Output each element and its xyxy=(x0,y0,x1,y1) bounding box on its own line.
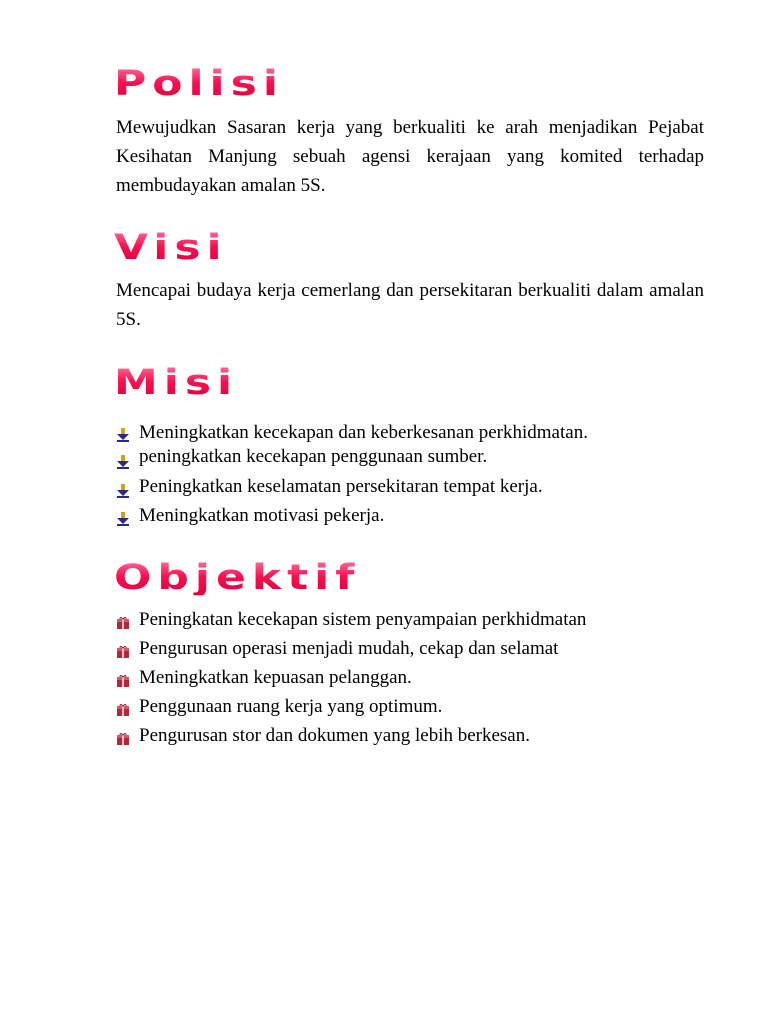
list-item-text: Meningkatkan motivasi pekerja. xyxy=(139,505,385,526)
list-item-text: Penggunaan ruang kerja yang optimum. xyxy=(139,696,443,717)
gift-box-icon xyxy=(116,645,130,659)
list-item xyxy=(116,445,716,474)
list-item-text: Peningkatan kecekapan sistem penyampaian perkhidmatan xyxy=(139,609,587,630)
arrow-down-icon xyxy=(116,428,130,442)
misi-list xyxy=(116,421,716,531)
arrow-down-icon xyxy=(116,455,130,469)
list-item-text: Peningkatkan keselamatan persekitaran tempat kerja. xyxy=(139,476,543,497)
visi-heading: Visi xyxy=(114,227,228,268)
list-item xyxy=(116,606,716,635)
gift-box-icon xyxy=(116,732,130,746)
list-item xyxy=(116,693,716,722)
arrow-down-icon xyxy=(116,512,130,526)
list-item xyxy=(116,421,716,445)
misi-heading: Misi xyxy=(114,362,239,403)
visi-text: Mencapai budaya kerja cemerlang dan persekitaran berkualiti dalam amalan 5S. xyxy=(116,280,704,330)
list-item xyxy=(116,474,716,503)
list-item-text: peningkatkan kecekapan penggunaan sumber. xyxy=(139,446,488,467)
list-item-text: Meningkatkan kepuasan pelanggan. xyxy=(139,667,412,688)
list-item-text: Pengurusan operasi menjadi mudah, cekap dan selamat xyxy=(139,638,559,659)
list-item-text: Meningkatkan kecekapan dan keberkesanan perkhidmatan. xyxy=(139,422,588,443)
arrow-down-icon xyxy=(116,484,130,498)
gift-box-icon xyxy=(116,674,130,688)
objektif-heading: Objektif xyxy=(114,557,361,598)
polisi-text: Mewujudkan Sasaran kerja yang berkualiti ke arah menjadikan Pejabat Kesihatan Manjung sebuah agensi kerajaan yang komited terhadap membudayakan amalan 5S. xyxy=(116,117,704,196)
list-item xyxy=(116,664,716,693)
polisi-heading: Polisi xyxy=(114,63,284,104)
gift-box-icon xyxy=(116,616,130,630)
list-item xyxy=(116,722,716,751)
objektif-list xyxy=(116,606,716,751)
gift-box-icon xyxy=(116,703,130,717)
list-item xyxy=(116,503,716,531)
list-item-text: Pengurusan stor dan dokumen yang lebih berkesan. xyxy=(139,725,530,746)
list-item xyxy=(116,635,716,664)
